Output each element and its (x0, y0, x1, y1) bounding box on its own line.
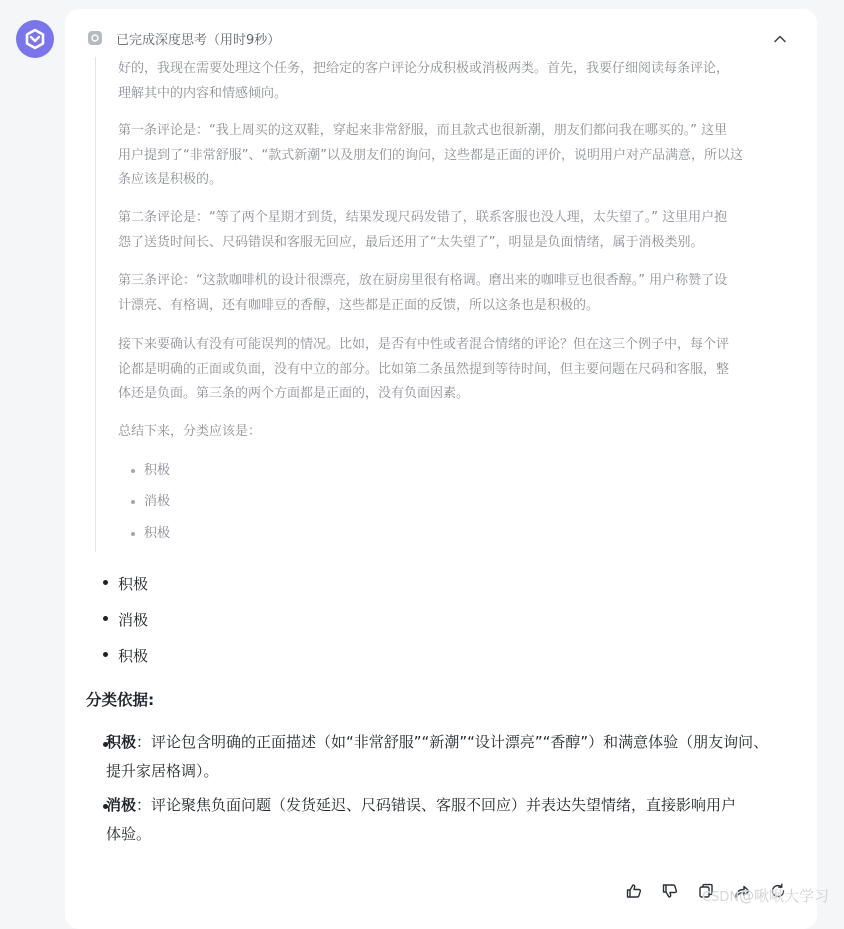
reason-text: ：评论聚焦负面问题（发货延迟、尺码错误、客服不回应）并表达失望情绪，直接影响用户 体验。 (106, 796, 737, 843)
list-bullet (131, 532, 135, 536)
list-bullet (131, 469, 135, 473)
thinking-paragraph: 接下来要确认有没有可能误判的情况。比如，是否有中性或者混合情绪的评论？但在这三个例子中，每个评 论都是明确的正面或负面，没有中立的部分。比如第二条虽然提到等待时间，但主要问题在尺码和客服，整 体还是负面。第三条的两个方面都是正面的，没有负面因素。 (118, 337, 730, 401)
chevron-up-icon (772, 31, 788, 47)
thinking-icon (88, 31, 102, 45)
reason-item (106, 791, 796, 849)
thinking-header[interactable] (88, 28, 796, 48)
thinking-paragraph: 第三条评论：“这款咖啡机的设计很漂亮，放在厨房里很有格调。磨出来的咖啡豆也很香醇。” 用户称赞了设 计漂亮、有格调，还有咖啡豆的香醇，这些都是正面的反馈，所以这条也是积极的。 (118, 273, 728, 313)
answer-heading: 分类依据: (86, 691, 155, 709)
answer-list-item: 积极 (118, 575, 149, 593)
thinking-paragraph: 第二条评论是：“等了两个星期才到货，结果发现尺码发错了，联系客服也没人理，太失望了。” 这里用户抱 怨了送货时间长、尺码错误和客服无回应，最后还用了“太失望了”，明显是负面情绪，属于消极类别。 (118, 210, 728, 250)
thinking-title: 已完成深度思考（用时9秒） (116, 32, 281, 48)
list-bullet (103, 580, 108, 585)
dislike-button[interactable] (659, 880, 681, 902)
reason-label: 消极 (106, 796, 137, 814)
answer-list-item: 消极 (118, 611, 149, 629)
watermark-big: @啾啾大学习 (739, 887, 830, 905)
list-bullet (103, 652, 108, 657)
thinking-list-item: 积极 (144, 463, 171, 478)
reason-text: ：评论包含明确的正面描述（如“非常舒服”“新潮”“设计漂亮”“香醇”）和满意体验（朋友询问、 提升家居格调）。 (106, 733, 769, 780)
watermark-small: CSDN (702, 890, 740, 905)
logo-icon (23, 27, 47, 51)
reason-item (106, 728, 796, 786)
like-button[interactable] (623, 880, 645, 902)
thumbs-up-icon (625, 882, 643, 900)
reason-label: 积极 (106, 733, 137, 751)
list-bullet (103, 616, 108, 621)
answer-list-item: 积极 (118, 647, 149, 665)
thinking-content (95, 57, 796, 552)
assistant-avatar (16, 20, 54, 58)
thinking-paragraph: 第一条评论是：“我上周买的这双鞋，穿起来非常舒服，而且款式也很新潮，朋友们都问我在哪买的。” 这里 用户提到了“非常舒服”、“款式新潮”以及朋友们的询问，这些都是正面的评价，说明用户对产品满意，所以这 条应该是积极的。 (118, 123, 743, 187)
thinking-list-item: 消极 (144, 494, 171, 509)
list-bullet (131, 500, 135, 504)
watermark (702, 885, 829, 906)
collapse-thinking-button[interactable] (772, 31, 792, 49)
thinking-list-item: 积极 (144, 526, 171, 541)
thinking-paragraph: 总结下来，分类应该是： (118, 424, 262, 439)
thumbs-down-icon (661, 882, 679, 900)
thinking-paragraph: 好的，我现在需要处理这个任务，把给定的客户评论分成积极或消极两类。首先，我要仔细阅读每条评论， 理解其中的内容和情感倾向。 (118, 61, 730, 101)
